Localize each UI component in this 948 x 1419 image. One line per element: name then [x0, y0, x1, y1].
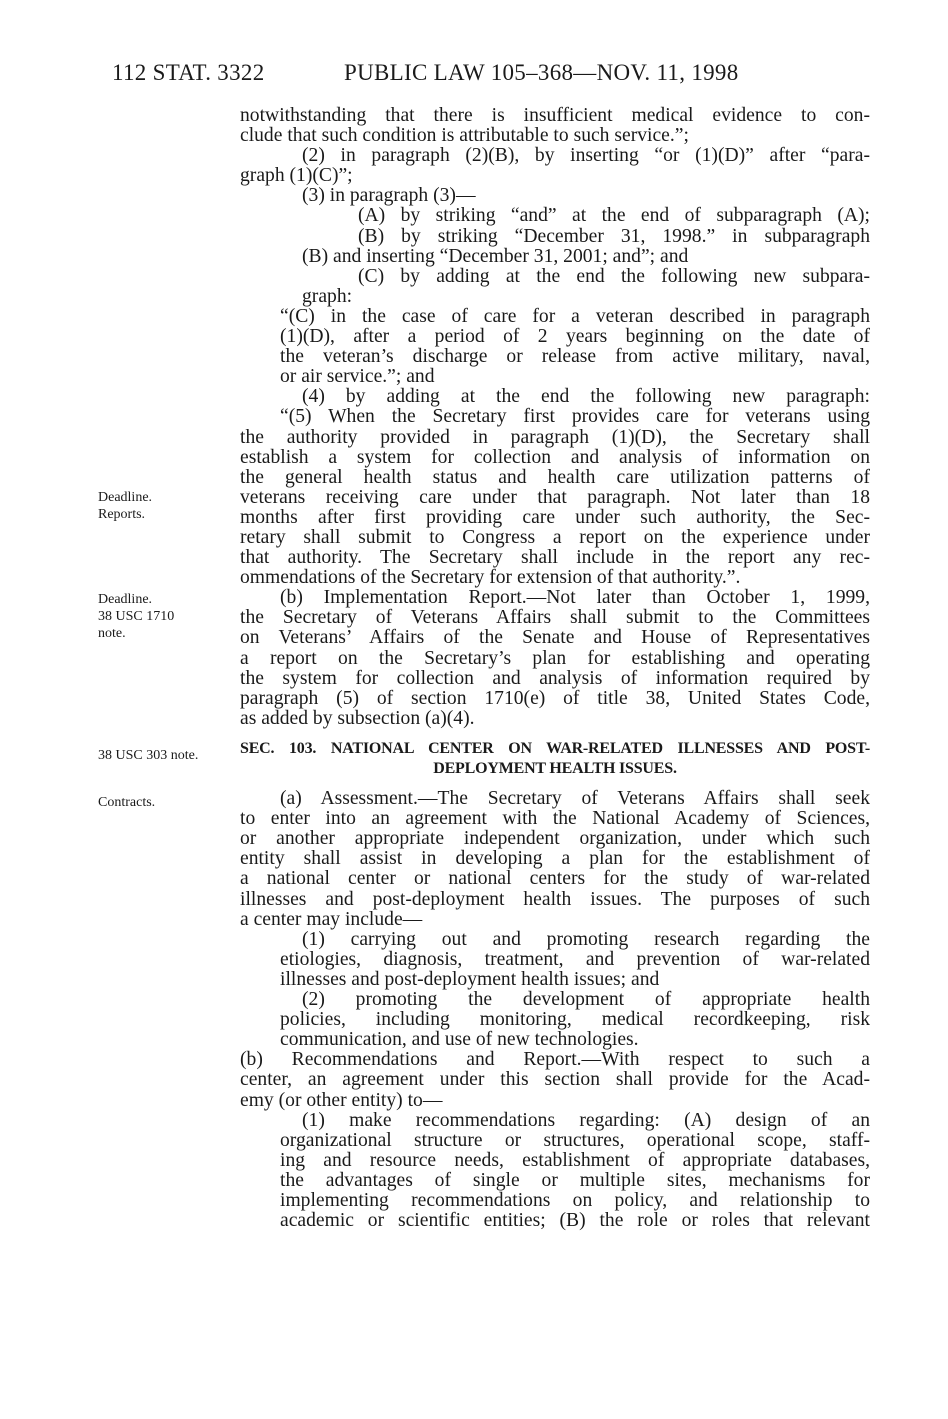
- text-line: (4) by adding at the end the following new paragraph:: [302, 387, 870, 408]
- margin-note-usc-303: [98, 747, 230, 764]
- text-line: policies, including monitoring, medical recordkeeping, risk: [280, 1010, 870, 1031]
- text-line: (2) in paragraph (2)(B), by inserting “or (1)(D)” after “para-: [302, 146, 870, 167]
- text-line: (1)(D), after a period of 2 years beginning on the date of: [280, 327, 870, 348]
- text-line: clude that such condition is attributable to such service.”;: [240, 126, 689, 147]
- stat-citation: 112 STAT. 3322: [112, 60, 265, 85]
- text-line: the system for collection and analysis of information required by: [240, 668, 870, 689]
- text-line: the general health status and health care utilization patterns of: [240, 467, 870, 488]
- text-line: (b) Implementation Report.—Not later than October 1, 1999,: [280, 588, 870, 609]
- text-line: paragraph (5) of section 1710(e) of title 38, United States Code,: [240, 688, 870, 709]
- margin-note-line: Reports.: [98, 507, 146, 522]
- text-line: veterans receiving care under that paragraph. Not later than 18: [240, 487, 870, 508]
- text-line: on Veterans’ Affairs of the Senate and House of Representatives: [240, 628, 870, 649]
- text-line: retary shall submit to Congress a report on the experience under: [240, 527, 870, 548]
- section-gap: [240, 779, 870, 789]
- text-line: communication, and use of new technologies.: [280, 1030, 639, 1051]
- text-line: academic or scientific entities; (B) the role or roles that relevant: [280, 1211, 870, 1232]
- text-line: (2) promoting the development of appropriate health: [302, 990, 870, 1011]
- text-line: graph (1)(C)”;: [240, 166, 353, 187]
- text-line: a national center or national centers for the study of war-related: [240, 869, 870, 890]
- text-line: etiologies, diagnosis, treatment, and prevention of war-related: [280, 949, 870, 970]
- public-law-title: PUBLIC LAW 105–368—NOV. 11, 1998: [344, 60, 739, 85]
- text-line: the veteran’s discharge or release from active military, naval,: [280, 347, 870, 368]
- margin-note-line: 38 USC 303 note.: [98, 748, 199, 763]
- text-line: the authority provided in paragraph (1)(D), the Secretary shall: [240, 427, 870, 448]
- running-header: [112, 60, 872, 90]
- text-line: (3) in paragraph (3)—: [302, 186, 476, 207]
- section-heading: SEC. 103. NATIONAL CENTER ON WAR-RELATED ILLNESSES AND POST-: [240, 739, 870, 757]
- margin-note-line: 38 USC 1710: [98, 609, 175, 624]
- text-line: months after first providing care under such authority, the Sec-: [240, 507, 870, 528]
- text-line: “(C) in the case of care for a veteran described in paragraph: [280, 306, 870, 327]
- text-line: illnesses and post-deployment health issues. The purposes of such: [240, 889, 870, 910]
- text-line: as added by subsection (a)(4).: [240, 708, 475, 729]
- text-line: or another appropriate independent organization, under which such: [240, 829, 870, 850]
- document-body: [240, 106, 870, 1231]
- text-line: the advantages of single or multiple sites, mechanisms for: [280, 1170, 870, 1191]
- margin-note-contracts: [98, 794, 230, 811]
- text-line: the Secretary of Veterans Affairs shall submit to the Committees: [240, 608, 870, 629]
- text-line: (b) Recommendations and Report.—With respect to such a: [240, 1050, 870, 1071]
- section-gap: [240, 729, 870, 739]
- text-line: establish a system for collection and analysis of information on: [240, 447, 870, 468]
- text-line: (1) make recommendations regarding: (A) design of an: [302, 1110, 870, 1131]
- text-line: a center may include—: [240, 909, 423, 930]
- text-line: (B) by striking “December 31, 1998.” in subparagraph: [358, 226, 870, 247]
- margin-note-deadline-usc-1710: [98, 591, 230, 642]
- text-line: graph:: [302, 286, 353, 307]
- text-line: that authority. The Secretary shall include in the report any rec-: [240, 548, 870, 569]
- text-line: ing and resource needs, establishment of appropriate databases,: [280, 1150, 870, 1171]
- text-line: to enter into an agreement with the National Academy of Sciences,: [240, 809, 870, 830]
- text-line: entity shall assist in developing a plan for the establishment of: [240, 849, 870, 870]
- margin-note-line: Deadline.: [98, 592, 153, 607]
- margin-note-line: note.: [98, 626, 126, 641]
- text-line: or air service.”; and: [280, 367, 435, 388]
- text-line: center, an agreement under this section shall provide for the Acad-: [240, 1070, 870, 1091]
- text-line: implementing recommendations on policy, and relationship to: [280, 1190, 870, 1211]
- margin-note-line: Deadline.: [98, 490, 153, 505]
- text-line: (1) carrying out and promoting research regarding the: [302, 929, 870, 950]
- text-line: (A) by striking “and” at the end of subparagraph (A);: [358, 206, 870, 227]
- text-line: (C) by adding at the end the following new subpara-: [358, 266, 870, 287]
- margin-note-line: Contracts.: [98, 795, 156, 810]
- text-line: organizational structure or structures, operational scope, staff-: [280, 1130, 870, 1151]
- text-line: ommendations of the Secretary for extension of that authority.”.: [240, 568, 741, 589]
- margin-note-deadline-reports: [98, 489, 230, 523]
- text-line: illnesses and post-deployment health issues; and: [280, 969, 660, 990]
- text-line: a report on the Secretary’s plan for establishing and operating: [240, 648, 870, 669]
- text-line: emy (or other entity) to—: [240, 1090, 443, 1111]
- text-line: notwithstanding that there is insufficient medical evidence to con-: [240, 106, 870, 126]
- text-line: “(5) When the Secretary first provides care for veterans using: [280, 407, 870, 428]
- text-line: (a) Assessment.—The Secretary of Veterans Affairs shall seek: [280, 789, 870, 810]
- text-line: (B) and inserting “December 31, 2001; and”; and: [302, 246, 689, 267]
- section-heading: DEPLOYMENT HEALTH ISSUES.: [433, 760, 677, 777]
